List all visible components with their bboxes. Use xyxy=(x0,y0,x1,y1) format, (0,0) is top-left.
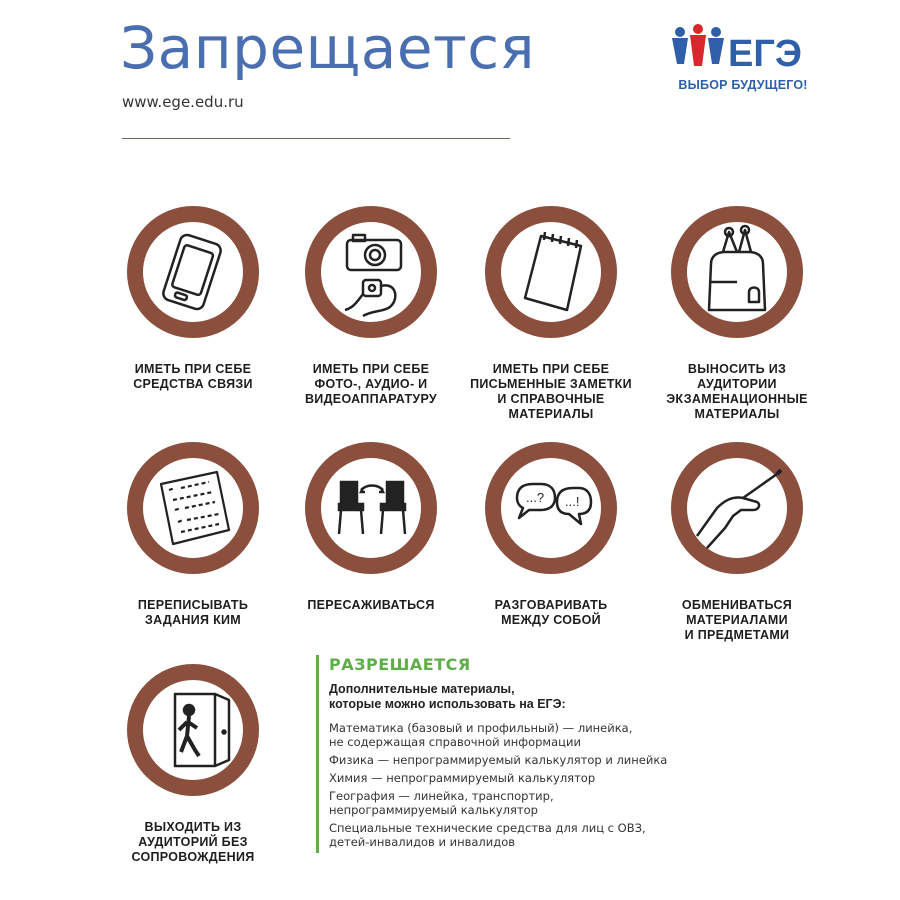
list-item: Физика — непрограммируемый калькулятор и линейка xyxy=(329,753,668,767)
rule-label: ПЕРЕСАЖИВАТЬСЯ xyxy=(307,598,435,612)
prohibition-badge xyxy=(123,202,263,342)
notepad-icon xyxy=(525,232,581,310)
rule-item-phone xyxy=(108,202,278,392)
hand-pen-icon xyxy=(697,470,781,548)
list-item: Специальные технические средства для лиц с ОВЗ, детей-инвалидов и инвалидов xyxy=(329,821,646,849)
rule-item-notepad xyxy=(466,202,636,422)
rule-item-speech xyxy=(466,438,636,628)
door-exit-icon xyxy=(175,694,229,766)
rule-label: ОБМЕНИВАТЬСЯ МАТЕРИАЛАМИ И ПРЕДМЕТАМИ xyxy=(681,598,793,642)
site-url[interactable]: www.ege.edu.ru xyxy=(122,93,244,111)
prohibition-badge xyxy=(301,202,441,342)
list-item: География — линейка, транспортир, непрограммируемый калькулятор xyxy=(329,789,554,817)
prohibition-badge xyxy=(301,438,441,578)
list-item: Математика (базовый и профильный) — линейка, не содержащая справочной информации xyxy=(329,721,633,749)
rule-label: ВЫХОДИТЬ ИЗ АУДИТОРИЙ БЕЗ СОПРОВОЖДЕНИЯ xyxy=(131,820,255,864)
rule-label: ПЕРЕПИСЫВАТЬ ЗАДАНИЯ КИМ xyxy=(137,598,249,627)
rule-label: ИМЕТЬ ПРИ СЕБЕ ПИСЬМЕННЫЕ ЗАМЕТКИ И СПРАВОЧНЫЕ МАТЕРИАЛЫ xyxy=(470,362,632,421)
ege-logo xyxy=(668,20,818,100)
allowed-subtitle: Дополнительные материалы, которые можно использовать на ЕГЭ: xyxy=(329,682,566,711)
prohibition-badge xyxy=(123,660,263,800)
logo-brand-text: ЕГЭ xyxy=(728,33,802,75)
speech-bubbles-icon xyxy=(517,484,591,524)
prohibition-badge xyxy=(667,202,807,342)
allowed-section xyxy=(316,655,729,853)
rule-item-handpen xyxy=(652,438,822,643)
rule-label: ИМЕТЬ ПРИ СЕБЕ ФОТО-, АУДИО- И ВИДЕОАППАРАТУРУ xyxy=(304,362,438,406)
page-title: Запрещается xyxy=(120,14,536,82)
camera-icon xyxy=(345,235,401,316)
prohibition-badge xyxy=(481,438,621,578)
allowed-list xyxy=(329,721,729,849)
rule-item-bag xyxy=(652,202,822,422)
header-divider xyxy=(122,138,510,139)
list-item: Химия — непрограммируемый калькулятор xyxy=(329,771,596,785)
prohibition-badge xyxy=(667,438,807,578)
rule-label: ВЫНОСИТЬ ИЗ АУДИТОРИИ ЭКЗАМЕНАЦИОННЫЕ МАТЕРИАЛЫ xyxy=(666,362,808,421)
worksheet-icon xyxy=(161,472,229,544)
prohibition-badge xyxy=(123,438,263,578)
rule-item-worksheet xyxy=(108,438,278,628)
svg-text:...?: ...? xyxy=(526,490,545,505)
ege-logo-icon xyxy=(668,20,818,76)
svg-text:...!: ...! xyxy=(565,494,580,509)
bag-icon xyxy=(709,226,765,310)
rule-item-camera xyxy=(286,202,456,407)
rule-item-exit xyxy=(108,660,278,865)
phone-icon xyxy=(162,233,223,311)
allowed-title: РАЗРЕШАЕТСЯ xyxy=(329,655,471,674)
logo-slogan: ВЫБОР БУДУЩЕГО! xyxy=(678,78,808,92)
rule-item-chairs xyxy=(286,438,456,613)
rule-label: ИМЕТЬ ПРИ СЕБЕ СРЕДСТВА СВЯЗИ xyxy=(133,362,253,391)
chairs-icon xyxy=(339,482,405,534)
rule-label: РАЗГОВАРИВАТЬ МЕЖДУ СОБОЙ xyxy=(494,598,608,627)
prohibition-badge xyxy=(481,202,621,342)
